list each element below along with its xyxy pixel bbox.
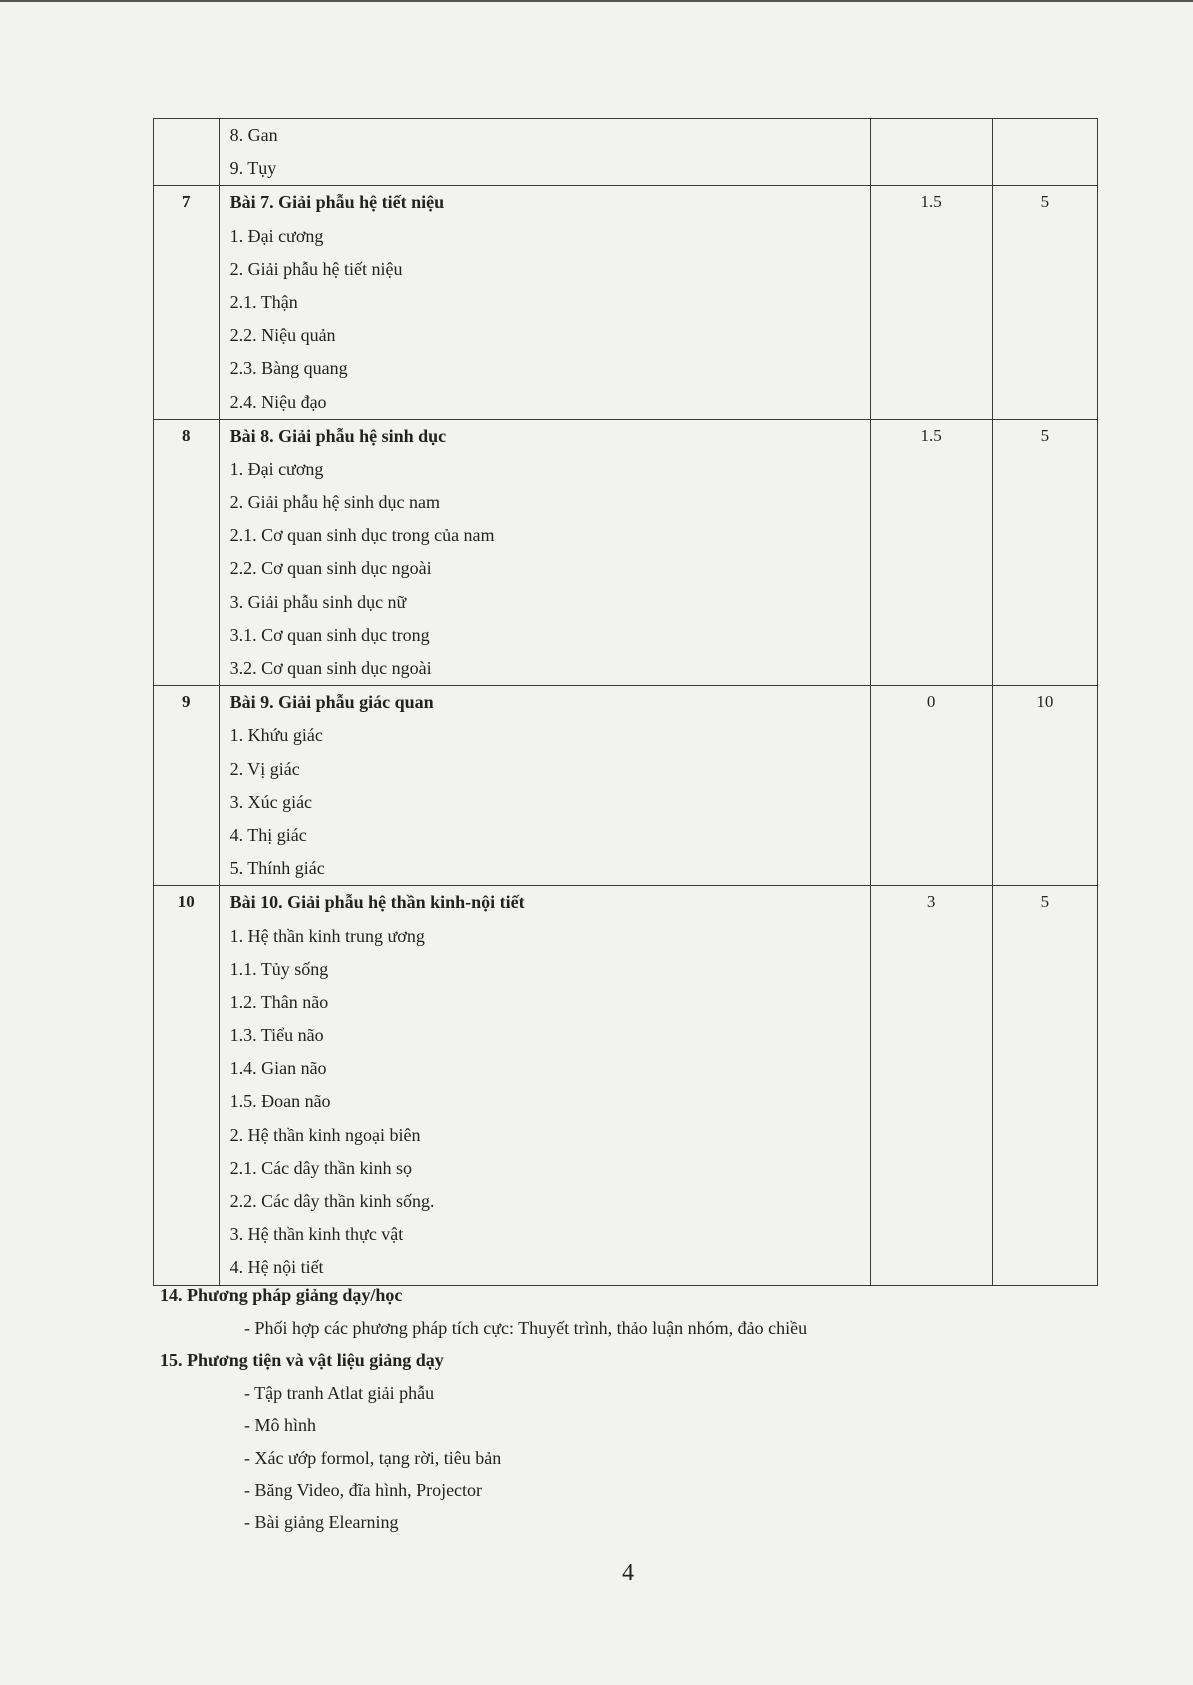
content-line: 8. Gan — [229, 125, 278, 145]
row-content-cell — [219, 886, 870, 1285]
content-line: 2. Giải phẫu hệ sinh dục nam — [229, 492, 441, 513]
section-15-item: - Mô hình — [244, 1415, 316, 1435]
theory-hours-cell — [870, 186, 992, 419]
content-line: 3.1. Cơ quan sinh dục trong — [229, 624, 430, 645]
row-number-cell: 8 — [154, 419, 220, 686]
practice-hours-cell — [992, 119, 1097, 186]
content-line: 2.2. Niệu quản — [229, 325, 336, 346]
lesson-title: Bài 10. Giải phẫu hệ thần kinh-nội tiết — [229, 892, 525, 913]
section-15-item: - Bài giảng Elearning — [244, 1512, 399, 1532]
page-number: 4 — [622, 1560, 634, 1586]
content-line: 3. Giải phẫu sinh dục nữ — [229, 591, 407, 612]
content-line: 2. Giải phẫu hệ tiết niệu — [229, 258, 403, 279]
content-line: 2.2. Các dây thần kinh sống. — [229, 1191, 435, 1211]
theory-hours: 1.5 — [920, 425, 942, 445]
content-line: 2. Vị giác — [229, 758, 300, 779]
content-line: 2.1. Thận — [229, 291, 298, 312]
content-line: 1. Khứu giác — [229, 725, 323, 746]
content-line: 2.4. Niệu đạo — [229, 391, 327, 412]
table-row — [154, 186, 1098, 419]
syllabus-table — [153, 118, 1098, 1286]
practice-hours-cell — [992, 419, 1097, 686]
table-row — [154, 886, 1098, 1285]
row-content-cell — [219, 186, 870, 419]
content-line: 4. Thị giác — [229, 824, 307, 845]
top-rule — [0, 0, 1193, 2]
theory-hours: 3 — [926, 892, 936, 912]
row-content-cell — [219, 119, 870, 186]
table-row — [154, 419, 1098, 686]
content-line: 5. Thính giác — [229, 858, 325, 879]
section-14-item: - Phối hợp các phương pháp tích cực: Thuyết trình, thảo luận nhóm, đảo chiều — [244, 1318, 808, 1338]
row-content-cell — [219, 686, 870, 886]
content-line: 1.4. Gian não — [229, 1058, 327, 1079]
content-line: 2.1. Các dây thần kinh sọ — [229, 1157, 413, 1178]
theory-hours-cell — [870, 686, 992, 886]
section-15-item: - Tập tranh Atlat giải phẫu — [244, 1383, 435, 1403]
practice-hours-cell — [992, 686, 1097, 886]
row-number-cell: 7 — [154, 186, 220, 419]
theory-hours: 0 — [926, 692, 936, 712]
table-row — [154, 119, 1098, 186]
practice-hours: 5 — [1040, 192, 1050, 212]
practice-hours: 10 — [1036, 692, 1054, 712]
content-line: 3.2. Cơ quan sinh dục ngoài — [229, 658, 432, 678]
row-number-cell: 9 — [154, 686, 220, 886]
lesson-title: Bài 7. Giải phẫu hệ tiết niệu — [229, 192, 445, 213]
row-number-cell — [154, 119, 220, 186]
theory-hours-cell — [870, 419, 992, 686]
content-line: 1.5. Đoan não — [229, 1091, 331, 1112]
content-line: 3. Xúc giác — [229, 791, 313, 812]
content-line: 1.2. Thân não — [229, 991, 329, 1012]
lesson-title: Bài 9. Giải phẫu giác quan — [229, 692, 434, 713]
content-line: 2.2. Cơ quan sinh dục ngoài — [229, 558, 432, 579]
content-line: 1.3. Tiểu não — [229, 1025, 324, 1046]
theory-hours-cell — [870, 886, 992, 1285]
theory-hours-cell — [870, 119, 992, 186]
lesson-title: Bài 8. Giải phẫu hệ sinh dục — [229, 425, 447, 446]
content-line: 2. Hệ thần kinh ngoại biên — [229, 1124, 421, 1145]
practice-hours: 5 — [1040, 892, 1050, 912]
content-line: 4. Hệ nội tiết — [229, 1257, 324, 1278]
content-line: 1. Hệ thần kinh trung ương — [229, 925, 425, 946]
section-15-item: - Xác ướp formol, tạng rời, tiêu bản — [244, 1448, 502, 1468]
section-15-item: - Băng Video, đĩa hình, Projector — [244, 1480, 483, 1500]
content-line: 2.3. Bàng quang — [229, 358, 348, 379]
section-15-heading: 15. Phương tiện và vật liệu giảng dạy — [160, 1350, 444, 1370]
practice-hours: 5 — [1040, 425, 1050, 445]
practice-hours-cell — [992, 886, 1097, 1285]
content-line: 1.1. Tủy sống — [229, 958, 329, 979]
content-line: 9. Tụy — [229, 158, 277, 179]
row-number-cell: 10 — [154, 886, 220, 1285]
row-content-cell — [219, 419, 870, 686]
content-line: 2.1. Cơ quan sinh dục trong của nam — [229, 525, 495, 546]
theory-hours: 1.5 — [920, 192, 942, 212]
section-14-heading: 14. Phương pháp giảng dạy/học — [160, 1285, 403, 1305]
content-line: 1. Đại cương — [229, 458, 324, 479]
table-row — [154, 686, 1098, 886]
content-line: 3. Hệ thần kinh thực vật — [229, 1224, 404, 1245]
content-line: 1. Đại cương — [229, 225, 324, 246]
practice-hours-cell — [992, 186, 1097, 419]
